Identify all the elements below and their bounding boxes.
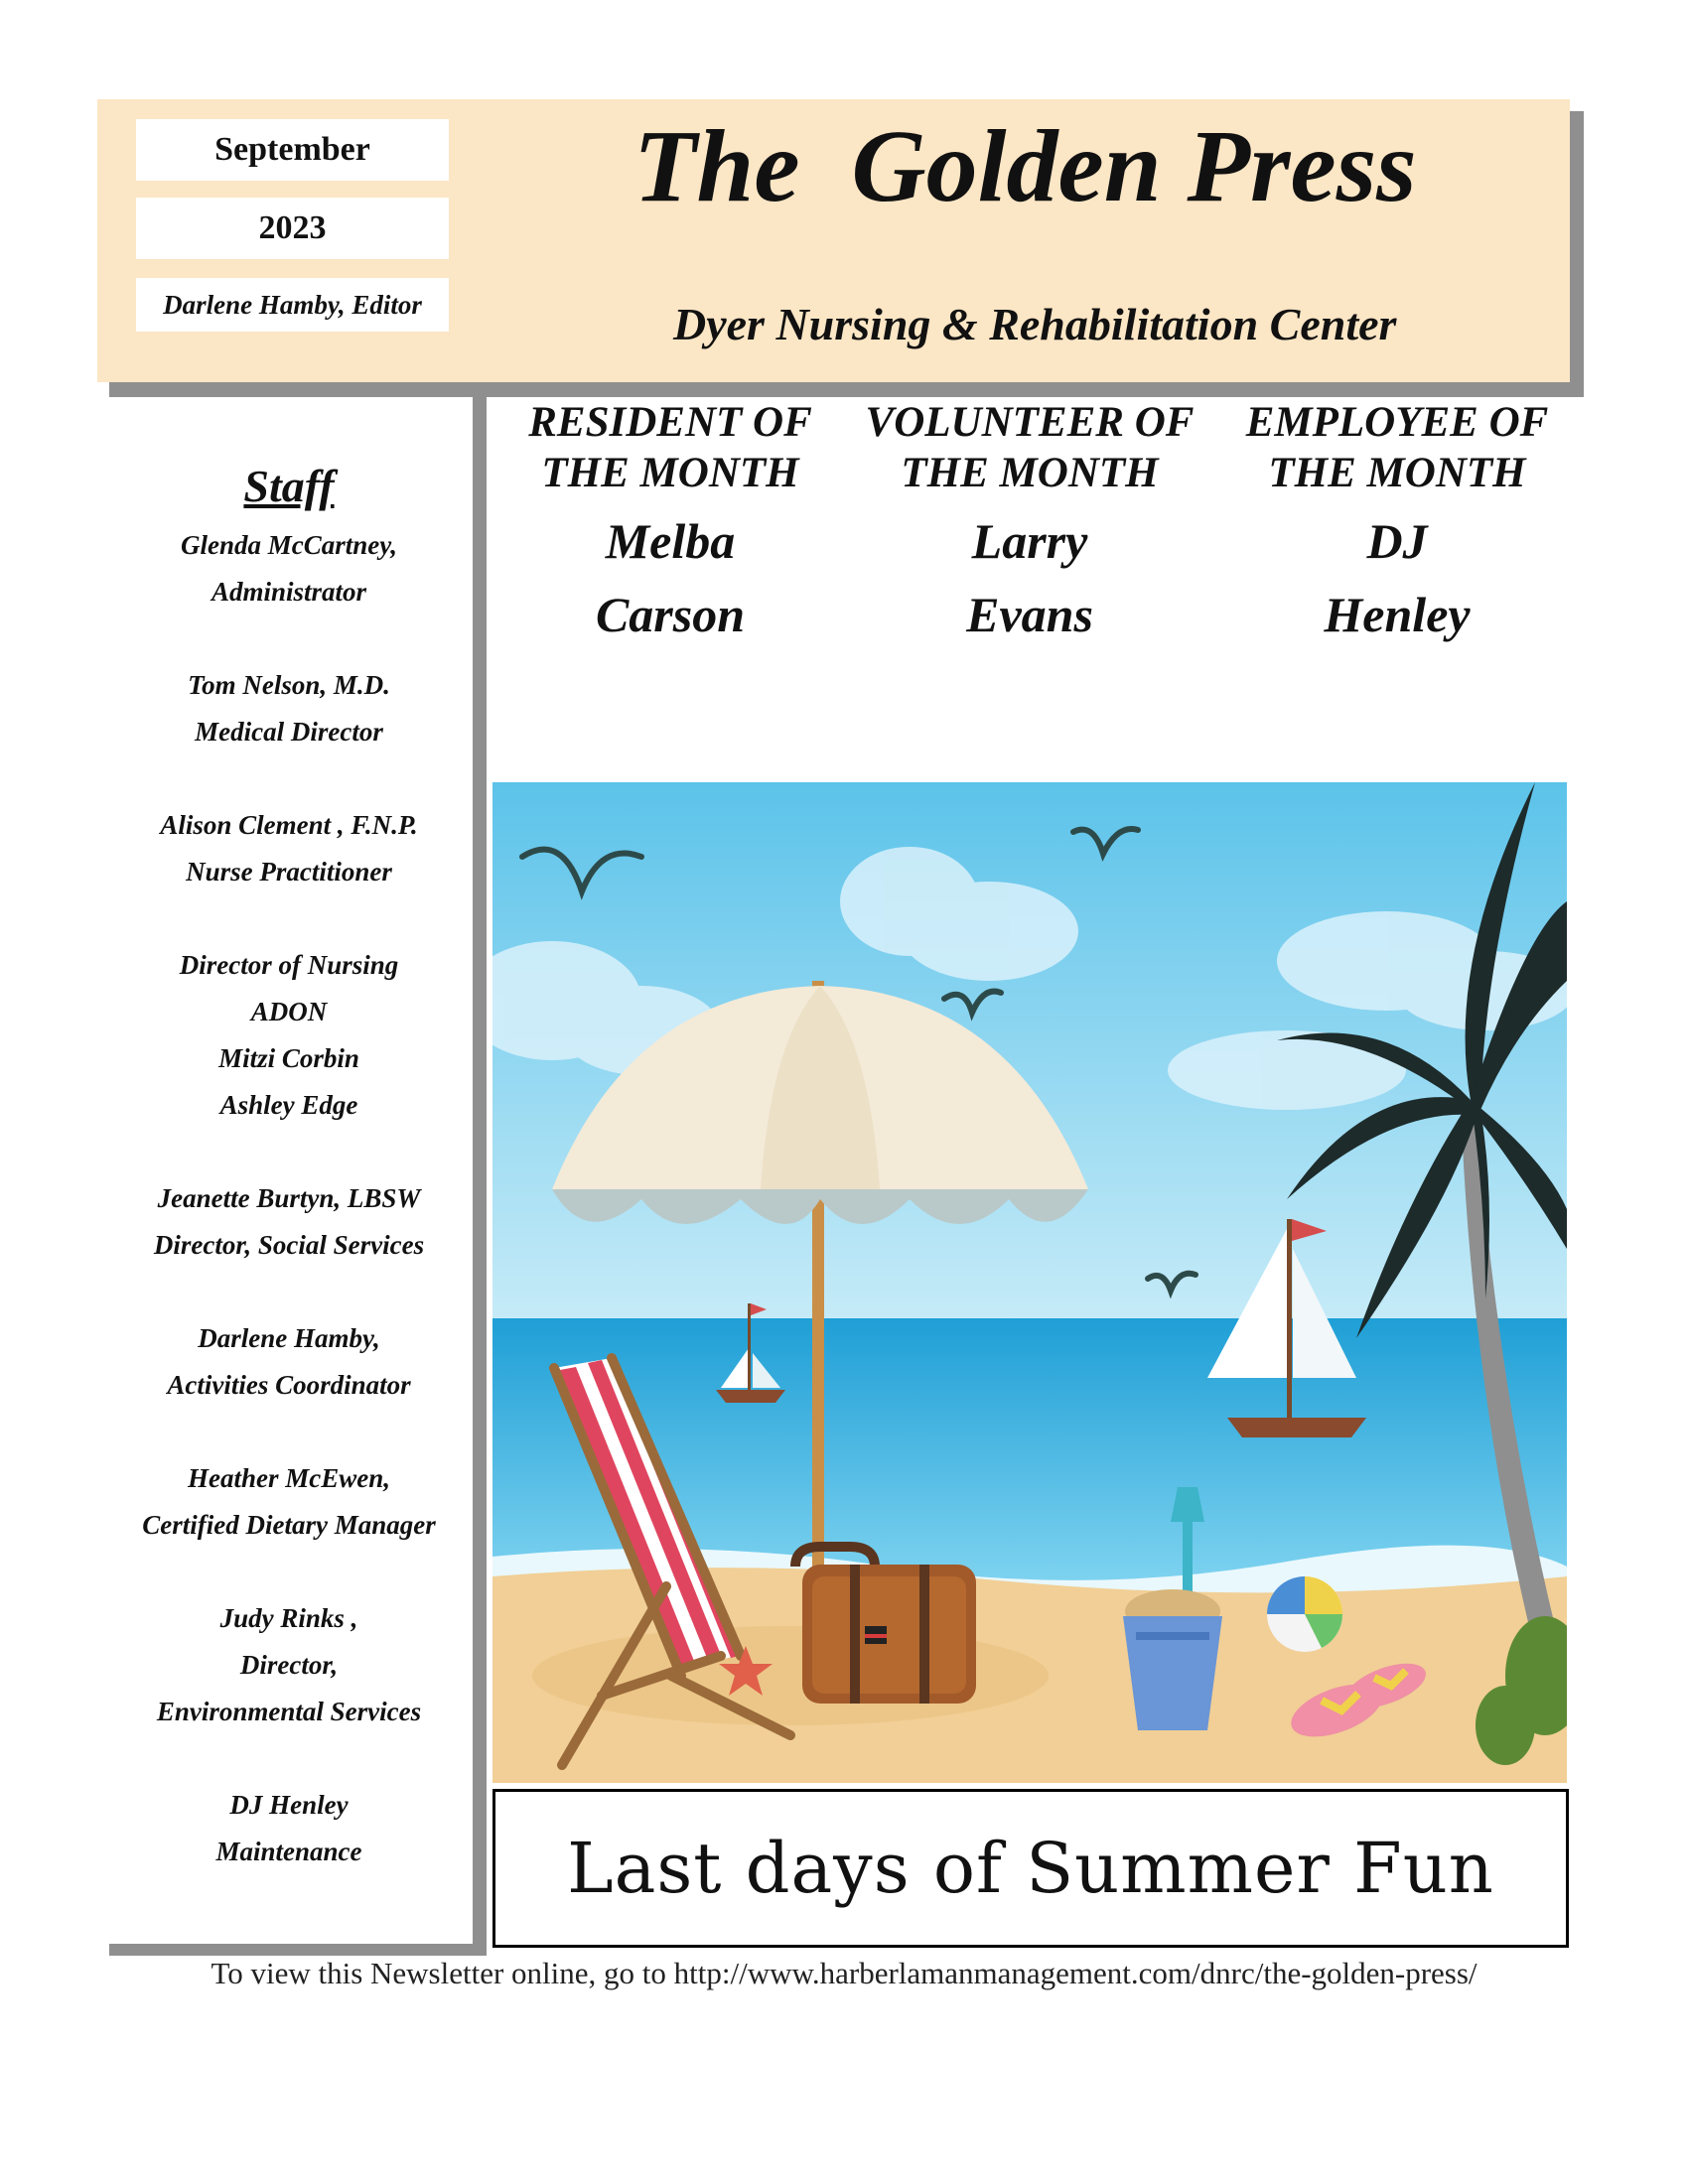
resident-of-month [496, 397, 844, 651]
staff-line: Glenda McCartney, [181, 530, 397, 560]
staff-line: Maintenance [215, 1837, 362, 1866]
honor-title: EMPLOYEE OF [1245, 399, 1549, 446]
beach-illustration [492, 782, 1567, 1783]
staff-entry [109, 1175, 469, 1269]
honor-title: THE MONTH [901, 450, 1159, 496]
editor-credit: Darlene Hamby, Editor [136, 278, 449, 332]
staff-entry [109, 942, 469, 1129]
issue-month: September [136, 119, 449, 181]
staff-entry [109, 1595, 469, 1735]
staff-line: Director, Social Services [153, 1230, 425, 1260]
suitcase-icon [795, 1547, 976, 1704]
newsletter-title: The Golden Press [633, 109, 1417, 223]
staff-sidebar [109, 447, 469, 1922]
staff-line: Heather McEwen, [187, 1463, 390, 1493]
staff-line: Mitzi Corbin [218, 1043, 359, 1073]
staff-line: Certified Dietary Manager [142, 1510, 436, 1540]
honoree-first-name: Melba [605, 513, 736, 569]
theme-banner [492, 1789, 1569, 1948]
online-link-note: To view this Newsletter online, go to http://www.harberlamanmanagement.com/dnrc/the-golden-press/ [211, 1956, 1477, 1990]
staff-entry [109, 802, 469, 895]
volunteer-of-month [856, 397, 1203, 651]
staff-line: Nurse Practitioner [186, 857, 392, 887]
staff-line: Judy Rinks , [219, 1603, 358, 1633]
staff-entry [109, 662, 469, 755]
staff-heading: Staff [243, 461, 335, 511]
employee-of-month [1223, 397, 1571, 651]
staff-line: Ashley Edge [219, 1090, 358, 1120]
honoree-last-name: Evans [966, 587, 1093, 642]
staff-line: Medical Director [195, 717, 383, 747]
beach-ball-icon [1267, 1576, 1342, 1652]
masthead [97, 99, 1570, 382]
honoree-first-name: DJ [1366, 513, 1428, 569]
staff-line: Administrator [211, 577, 367, 607]
facility-name: Dyer Nursing & Rehabilitation Center [673, 299, 1397, 349]
honor-title: RESIDENT OF [528, 399, 812, 446]
staff-line: Tom Nelson, M.D. [188, 670, 390, 700]
sidebar-divider-horizontal [109, 1944, 487, 1956]
staff-line: ADON [250, 997, 328, 1026]
sidebar-divider-vertical [473, 392, 487, 1956]
honor-title: THE MONTH [541, 450, 799, 496]
honoree-last-name: Henley [1324, 587, 1471, 642]
staff-line: Activities Coordinator [167, 1370, 411, 1400]
staff-entry [109, 1455, 469, 1549]
banner-headline: Last days of Summer Fun [567, 1828, 1494, 1909]
staff-line: Director of Nursing [179, 950, 399, 980]
issue-year: 2023 [136, 198, 449, 259]
staff-line: Alison Clement , F.N.P. [160, 810, 418, 840]
staff-line: Environmental Services [156, 1697, 422, 1726]
honoree-first-name: Larry [971, 513, 1088, 569]
staff-entry [109, 1782, 469, 1875]
staff-line: DJ Henley [229, 1790, 349, 1820]
staff-entry [109, 522, 469, 615]
honor-title: VOLUNTEER OF [865, 399, 1195, 446]
honoree-last-name: Carson [595, 587, 746, 642]
staff-line: Jeanette Burtyn, LBSW [157, 1183, 421, 1213]
staff-line: Darlene Hamby, [198, 1323, 380, 1353]
staff-line: Director, [239, 1650, 339, 1680]
honor-title: THE MONTH [1268, 450, 1526, 496]
staff-entry [109, 1315, 469, 1409]
